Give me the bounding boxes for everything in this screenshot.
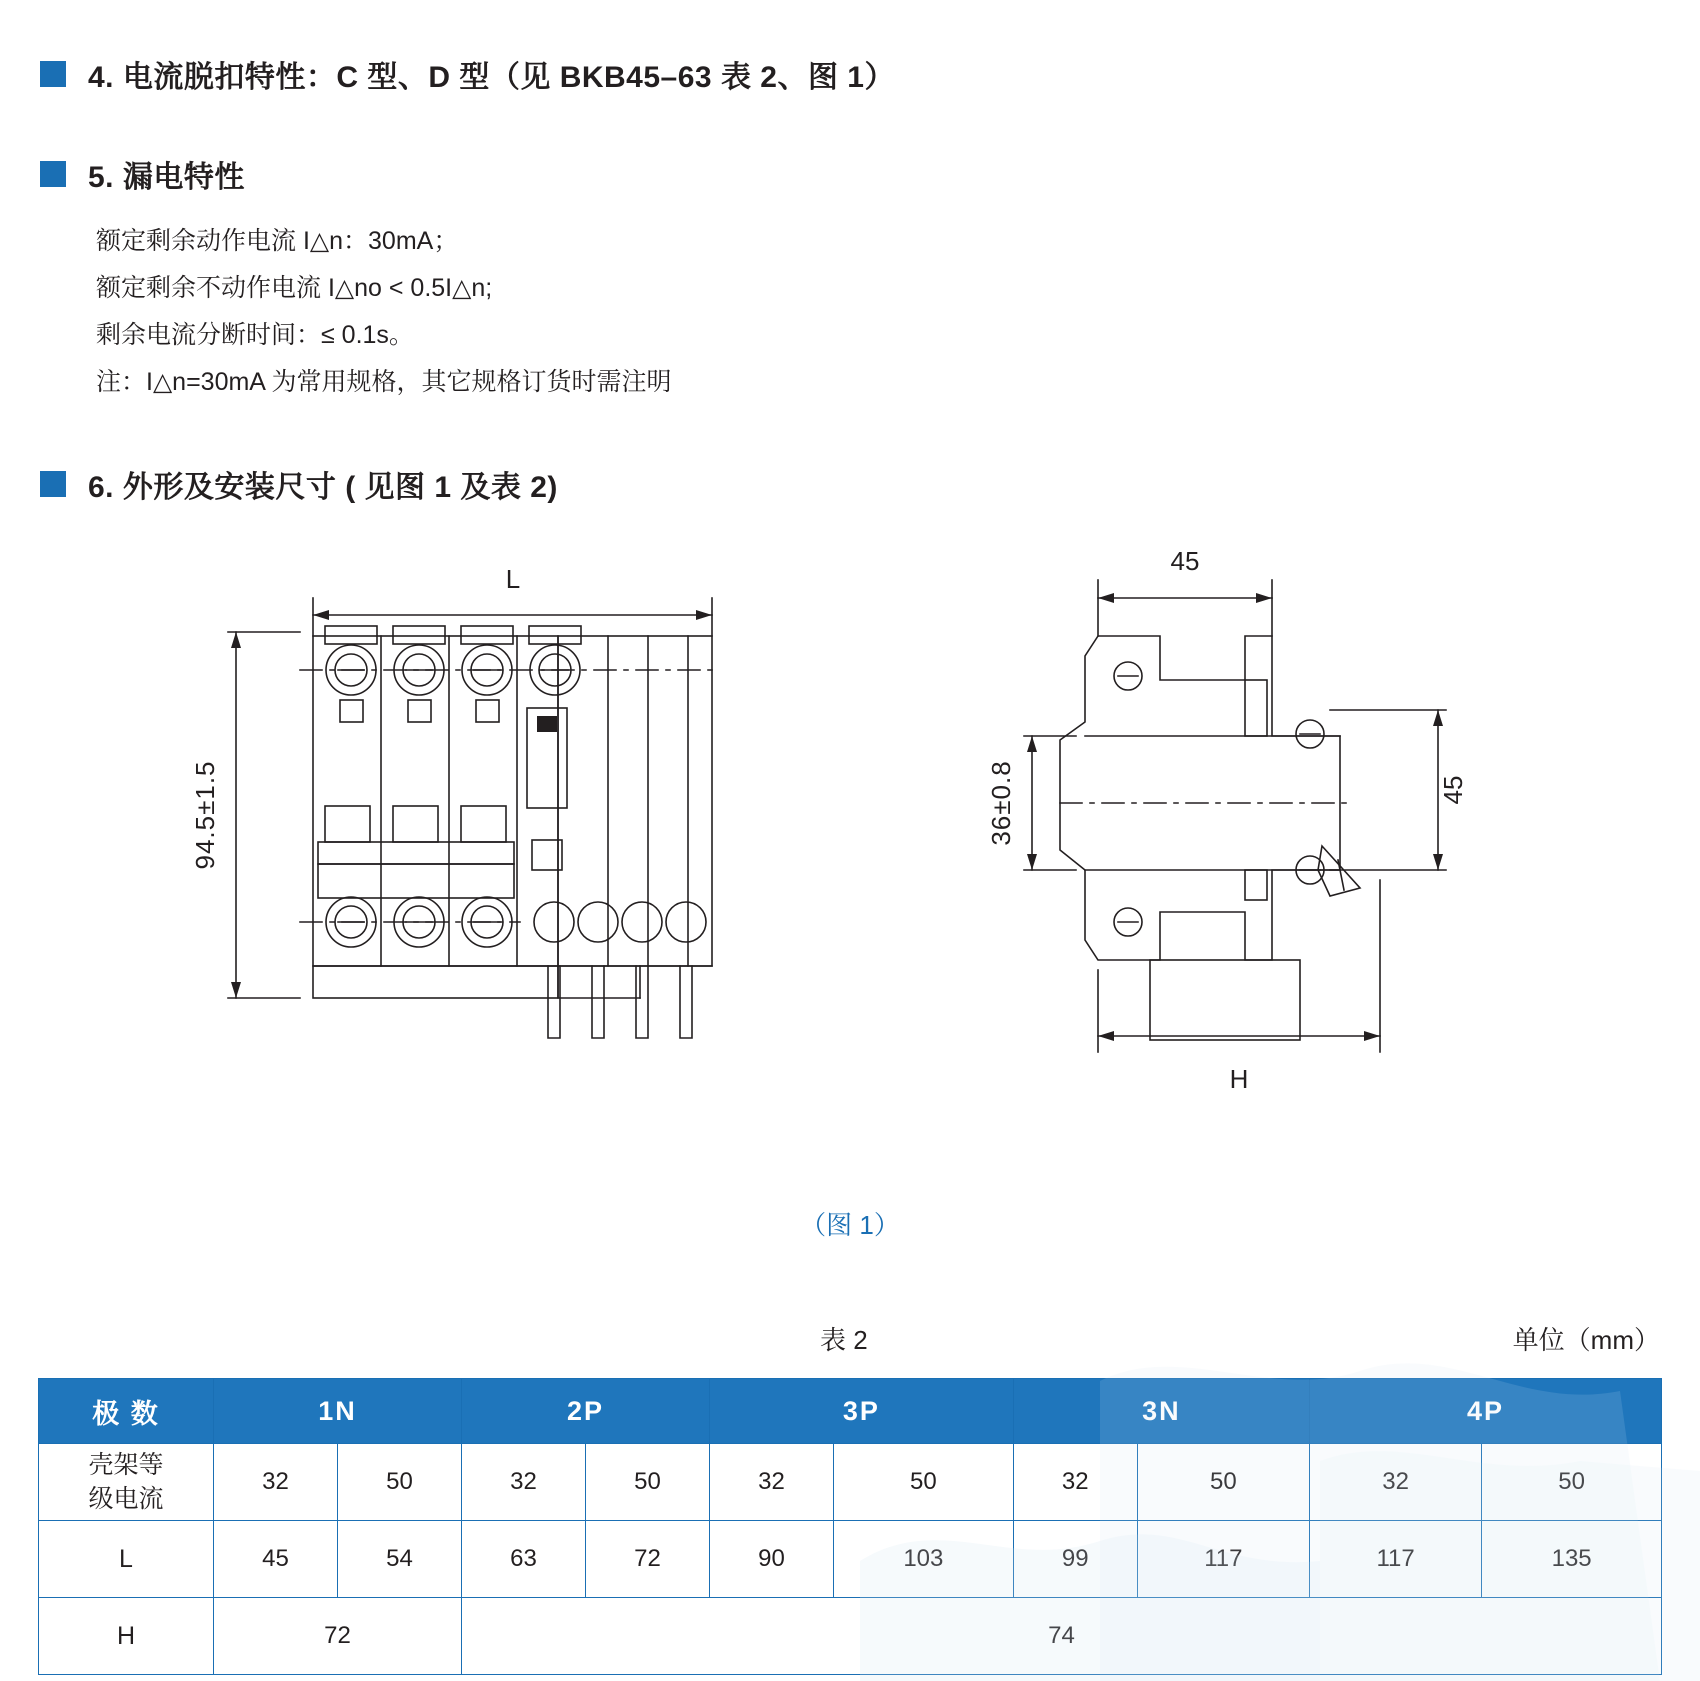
figure-caption: （图 1） xyxy=(800,1210,900,1240)
square-bullet-icon xyxy=(40,471,66,497)
leakage-line-2: 额定剩余不动作电流 I△no < 0.5I△n; xyxy=(96,274,493,302)
section-6-title: 6. 外形及安装尺寸 ( 见图 1 及表 2) xyxy=(88,471,558,504)
cell-l-3p-32: 90 xyxy=(710,1521,834,1598)
table-row xyxy=(39,1521,1662,1598)
table-header-row xyxy=(39,1379,1662,1444)
side-bottom-label: H xyxy=(1229,1064,1249,1094)
row-label-frame-current xyxy=(39,1444,214,1521)
cell-frame-1n-32: 32 xyxy=(214,1444,338,1521)
row-label-l: L xyxy=(39,1521,214,1598)
cell-frame-3p-32: 32 xyxy=(710,1444,834,1521)
drawings-svg xyxy=(0,540,1700,1160)
front-height-label: 94.5±1.5 xyxy=(190,760,220,870)
row-label-h: H xyxy=(39,1598,214,1675)
table-header-2p: 2P xyxy=(462,1379,710,1444)
table-header-3n: 3N xyxy=(1013,1379,1309,1444)
section-heading-4 xyxy=(40,52,895,96)
square-bullet-icon xyxy=(40,161,66,187)
section-5-title: 5. 漏电特性 xyxy=(88,161,245,194)
front-width-label: L xyxy=(505,564,521,594)
table-unit: 单位（mm） xyxy=(1512,1325,1660,1355)
cell-l-2p-50: 72 xyxy=(586,1521,710,1598)
cell-l-4p-32: 117 xyxy=(1309,1521,1481,1598)
square-bullet-icon xyxy=(40,61,66,87)
cell-frame-2p-32: 32 xyxy=(462,1444,586,1521)
cell-frame-2p-50: 50 xyxy=(586,1444,710,1521)
leakage-line-3: 剩余电流分断时间：≤ 0.1s。 xyxy=(96,321,414,349)
row-label-line-1: 壳架等 xyxy=(88,1451,164,1479)
table-row xyxy=(39,1444,1662,1521)
side-left-label: 36±0.8 xyxy=(986,760,1016,846)
leakage-line-4: 注：I△n=30mA 为常用规格，其它规格订货时需注明 xyxy=(96,368,672,396)
cell-frame-3n-32: 32 xyxy=(1013,1444,1137,1521)
cell-l-4p-50: 135 xyxy=(1482,1521,1662,1598)
cell-frame-4p-50: 50 xyxy=(1482,1444,1662,1521)
cell-frame-4p-32: 32 xyxy=(1309,1444,1481,1521)
table-header-3p: 3P xyxy=(710,1379,1014,1444)
table-header-poles: 极 数 xyxy=(39,1379,214,1444)
section-heading-5 xyxy=(40,152,245,196)
cell-h-rest: 74 xyxy=(462,1598,1662,1675)
dimension-table xyxy=(38,1378,1662,1675)
table-name: 表 2 xyxy=(820,1325,868,1355)
row-label-line-2: 级电流 xyxy=(88,1485,164,1513)
cell-l-1n-50: 54 xyxy=(338,1521,462,1598)
table-header-4p: 4P xyxy=(1309,1379,1661,1444)
cell-l-3n-32: 99 xyxy=(1013,1521,1137,1598)
cell-h-1n: 72 xyxy=(214,1598,462,1675)
leakage-parameters xyxy=(96,218,672,406)
section-4-title: 4. 电流脱扣特性：C 型、D 型（见 BKB45–63 表 2、图 1） xyxy=(88,61,895,94)
table-caption-row xyxy=(0,1320,1700,1356)
table-row xyxy=(39,1598,1662,1675)
cell-frame-3n-50: 50 xyxy=(1137,1444,1309,1521)
cell-frame-1n-50: 50 xyxy=(338,1444,462,1521)
cell-l-1n-32: 45 xyxy=(214,1521,338,1598)
cell-l-3n-50: 117 xyxy=(1137,1521,1309,1598)
cell-l-3p-50: 103 xyxy=(834,1521,1014,1598)
dimension-drawings xyxy=(0,540,1700,1160)
leakage-line-1: 额定剩余动作电流 I△n：30mA； xyxy=(96,227,459,255)
section-heading-6 xyxy=(40,462,558,506)
side-right-label: 45 xyxy=(1438,775,1468,805)
cell-frame-3p-50: 50 xyxy=(834,1444,1014,1521)
table-header-1n: 1N xyxy=(214,1379,462,1444)
cell-l-2p-32: 63 xyxy=(462,1521,586,1598)
side-top-label: 45 xyxy=(1170,546,1200,576)
